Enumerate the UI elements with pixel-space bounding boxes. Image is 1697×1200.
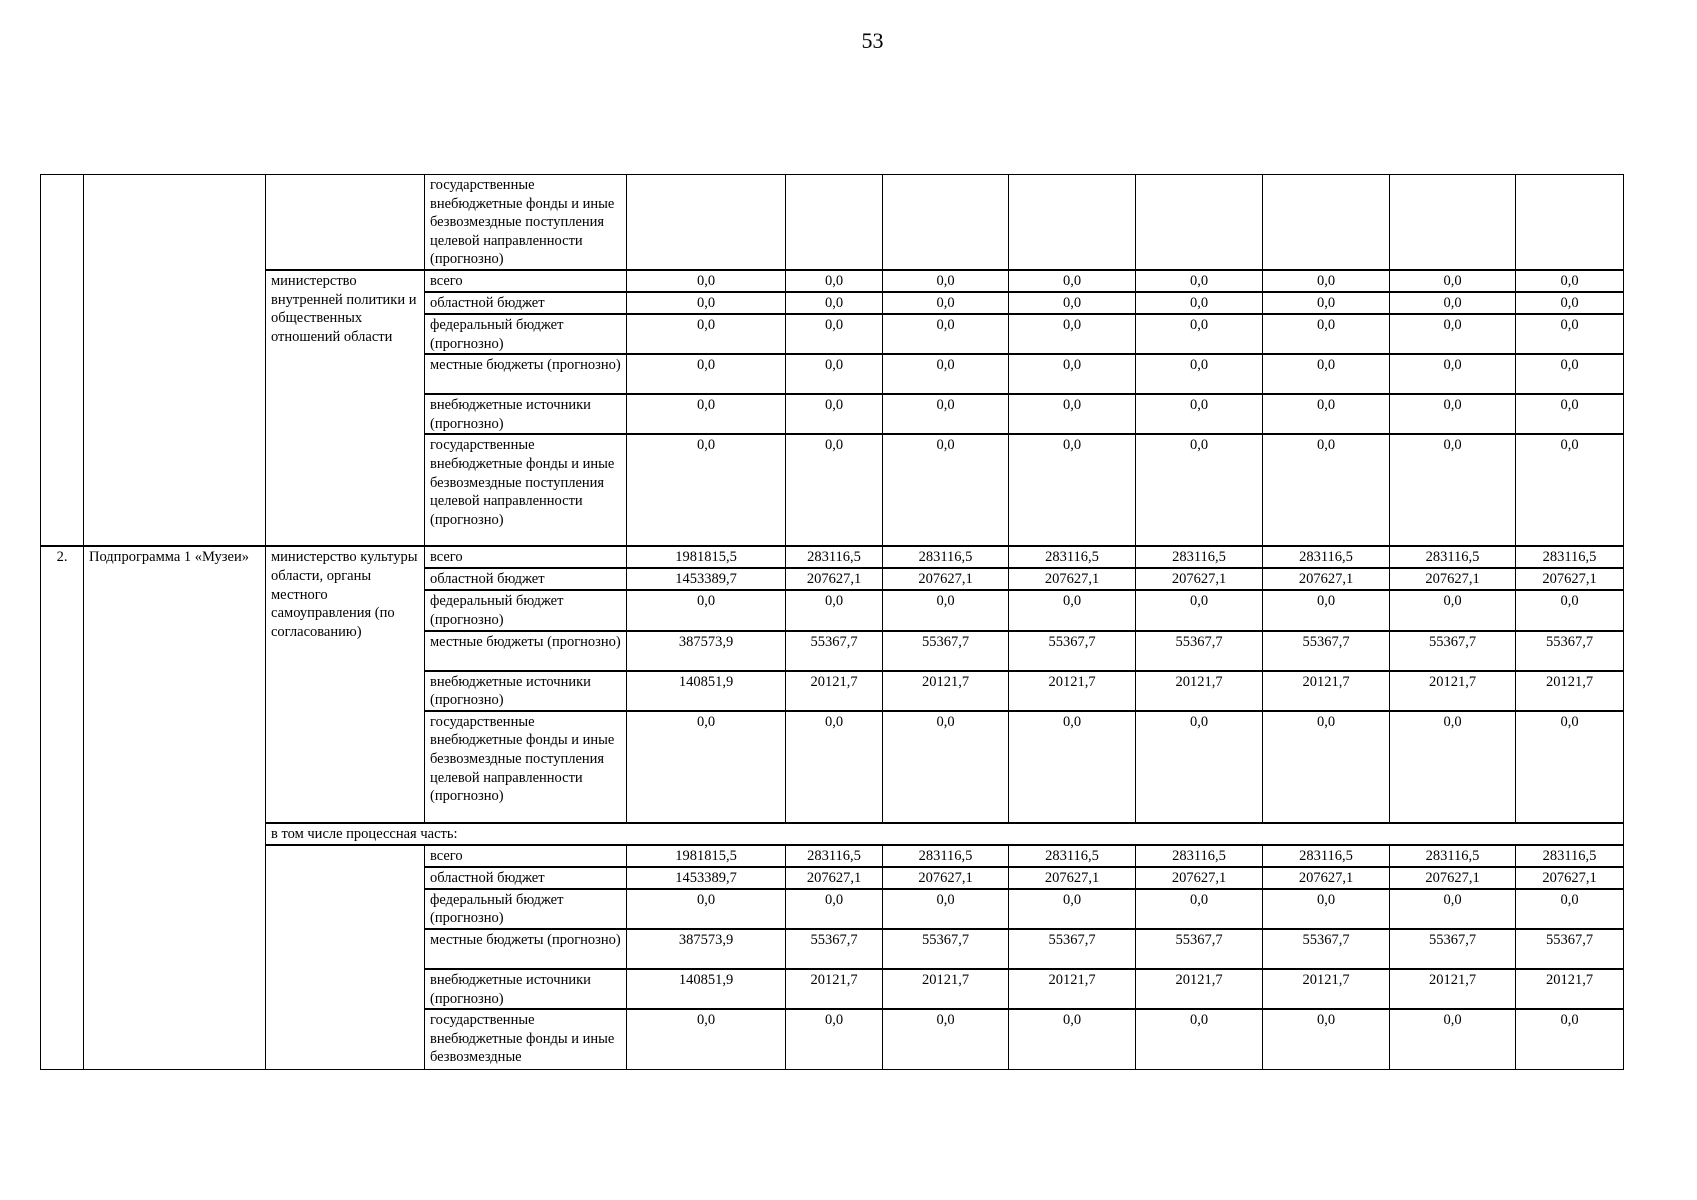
value-cell: 0,0 [627,354,786,394]
value-cell: 0,0 [1516,889,1624,929]
value-cell: 55367,7 [1136,631,1263,671]
value-cell: 0,0 [1136,394,1263,434]
source-label: государственные внебюджетные фонды и иные безвозмездные поступления целевой направленности (прогнозно) [425,711,627,823]
value-cell: 0,0 [1136,711,1263,823]
value-cell: 1453389,7 [627,867,786,889]
value-cell: 0,0 [1009,889,1136,929]
value-cell [1516,175,1624,270]
value-cell: 0,0 [786,711,883,823]
value-cell: 0,0 [1516,394,1624,434]
page-number: 53 [861,28,884,53]
value-cell: 0,0 [627,1009,786,1069]
value-cell: 0,0 [1136,434,1263,546]
value-cell: 207627,1 [883,568,1009,590]
source-label: государственные внебюджетные фонды и иные безвозмездные поступления целевой направленности (прогнозно) [425,434,627,546]
value-cell: 140851,9 [627,671,786,711]
value-cell: 207627,1 [1009,867,1136,889]
value-cell: 0,0 [1009,711,1136,823]
source-label: федеральный бюджет (прогнозно) [425,314,627,354]
value-cell: 20121,7 [1136,671,1263,711]
value-cell: 0,0 [883,1009,1009,1069]
value-cell: 0,0 [1516,711,1624,823]
value-cell [1009,175,1136,270]
value-cell: 0,0 [1136,270,1263,292]
value-cell: 0,0 [1009,590,1136,630]
table-row [41,546,1624,568]
value-cell: 20121,7 [1136,969,1263,1009]
value-cell [883,175,1009,270]
value-cell: 0,0 [786,292,883,314]
source-label: областной бюджет [425,867,627,889]
value-cell: 0,0 [1136,314,1263,354]
value-cell: 0,0 [1263,711,1390,823]
source-label: всего [425,270,627,292]
value-cell: 0,0 [1390,711,1516,823]
source-label: областной бюджет [425,568,627,590]
value-cell: 283116,5 [1136,845,1263,867]
value-cell: 283116,5 [1136,546,1263,568]
value-cell: 1981815,5 [627,546,786,568]
value-cell: 20121,7 [883,671,1009,711]
value-cell: 140851,9 [627,969,786,1009]
value-cell: 0,0 [1516,314,1624,354]
value-cell: 55367,7 [883,631,1009,671]
value-cell: 1453389,7 [627,568,786,590]
value-cell: 0,0 [1516,270,1624,292]
value-cell: 55367,7 [1263,631,1390,671]
value-cell: 0,0 [1263,590,1390,630]
value-cell: 0,0 [1263,270,1390,292]
value-cell: 0,0 [1009,394,1136,434]
value-cell: 0,0 [1263,394,1390,434]
value-cell: 207627,1 [1516,568,1624,590]
value-cell: 0,0 [786,270,883,292]
value-cell: 283116,5 [1516,546,1624,568]
value-cell: 0,0 [1390,270,1516,292]
value-cell: 0,0 [1263,314,1390,354]
value-cell: 0,0 [786,354,883,394]
value-cell: 0,0 [1516,354,1624,394]
value-cell: 283116,5 [883,546,1009,568]
value-cell: 0,0 [627,270,786,292]
value-cell: 0,0 [883,270,1009,292]
value-cell: 0,0 [883,590,1009,630]
executor-cell: министерство внутренней политики и общественных отношений области [266,270,425,546]
source-label: государственные внебюджетные фонды и иные безвозмездные [425,1009,627,1069]
value-cell: 55367,7 [1263,929,1390,969]
value-cell [627,175,786,270]
value-cell: 0,0 [786,590,883,630]
source-label: местные бюджеты (прогнозно) [425,929,627,969]
budget-table [40,174,1624,1070]
value-cell: 0,0 [1390,292,1516,314]
value-cell: 283116,5 [786,845,883,867]
value-cell: 0,0 [1516,292,1624,314]
value-cell: 0,0 [1009,1009,1136,1069]
source-label: внебюджетные источники (прогнозно) [425,394,627,434]
value-cell: 0,0 [627,394,786,434]
value-cell: 55367,7 [883,929,1009,969]
value-cell: 55367,7 [1516,631,1624,671]
value-cell: 0,0 [1390,434,1516,546]
source-label: всего [425,546,627,568]
value-cell: 55367,7 [1390,631,1516,671]
value-cell: 0,0 [627,590,786,630]
value-cell: 0,0 [883,292,1009,314]
value-cell: 0,0 [1136,1009,1263,1069]
value-cell [786,175,883,270]
value-cell: 55367,7 [1516,929,1624,969]
executor-cell [266,845,425,1069]
section-heading-row [41,823,1624,845]
value-cell: 20121,7 [1516,969,1624,1009]
value-cell: 207627,1 [1136,568,1263,590]
row-number-cell: 2. [41,546,84,1069]
value-cell [1263,175,1390,270]
value-cell: 1981815,5 [627,845,786,867]
value-cell: 0,0 [786,434,883,546]
source-label: внебюджетные источники (прогнозно) [425,969,627,1009]
executor-cell: министерство культуры области, органы местного самоуправления (по согласованию) [266,546,425,822]
value-cell: 283116,5 [786,546,883,568]
value-cell: 0,0 [1009,292,1136,314]
table-row [41,270,1624,292]
value-cell: 0,0 [786,394,883,434]
source-label: федеральный бюджет (прогнозно) [425,590,627,630]
table-row [41,175,1624,270]
value-cell: 0,0 [786,1009,883,1069]
row-number-cell [41,175,84,547]
value-cell: 20121,7 [1390,671,1516,711]
value-cell: 0,0 [1136,889,1263,929]
value-cell: 283116,5 [1390,845,1516,867]
value-cell: 0,0 [1516,434,1624,546]
executor-cell [266,175,425,270]
value-cell: 0,0 [1009,270,1136,292]
value-cell: 0,0 [1390,590,1516,630]
value-cell: 207627,1 [786,568,883,590]
value-cell: 55367,7 [1009,631,1136,671]
program-name-cell [84,175,266,547]
value-cell: 0,0 [883,711,1009,823]
value-cell: 283116,5 [1263,845,1390,867]
value-cell: 207627,1 [1263,568,1390,590]
value-cell: 0,0 [1390,394,1516,434]
value-cell: 0,0 [1390,1009,1516,1069]
value-cell: 207627,1 [883,867,1009,889]
value-cell: 0,0 [627,292,786,314]
process-part-heading: в том числе процессная часть: [266,823,1624,845]
value-cell: 20121,7 [1263,969,1390,1009]
value-cell: 283116,5 [883,845,1009,867]
value-cell: 0,0 [1516,1009,1624,1069]
value-cell: 0,0 [627,314,786,354]
value-cell: 0,0 [1263,1009,1390,1069]
value-cell: 207627,1 [1390,568,1516,590]
value-cell: 387573,9 [627,631,786,671]
value-cell: 20121,7 [1516,671,1624,711]
value-cell: 0,0 [883,314,1009,354]
value-cell: 0,0 [627,889,786,929]
table-body [41,175,1624,1070]
source-label: местные бюджеты (прогнозно) [425,631,627,671]
value-cell: 283116,5 [1009,546,1136,568]
value-cell: 55367,7 [1009,929,1136,969]
source-label: внебюджетные источники (прогнозно) [425,671,627,711]
value-cell: 0,0 [1390,314,1516,354]
value-cell: 0,0 [883,394,1009,434]
value-cell: 0,0 [1263,889,1390,929]
source-label: федеральный бюджет (прогнозно) [425,889,627,929]
value-cell: 0,0 [1263,434,1390,546]
source-label: местные бюджеты (прогнозно) [425,354,627,394]
value-cell: 0,0 [1136,590,1263,630]
table-row [41,845,1624,867]
source-label: областной бюджет [425,292,627,314]
value-cell: 20121,7 [786,671,883,711]
value-cell: 0,0 [1136,292,1263,314]
value-cell [1390,175,1516,270]
value-cell: 0,0 [1390,889,1516,929]
value-cell: 20121,7 [883,969,1009,1009]
value-cell: 283116,5 [1009,845,1136,867]
value-cell: 283116,5 [1263,546,1390,568]
value-cell: 0,0 [1516,590,1624,630]
value-cell: 20121,7 [1390,969,1516,1009]
value-cell: 207627,1 [1390,867,1516,889]
program-name-cell: Подпрограмма 1 «Музеи» [84,546,266,1069]
value-cell: 207627,1 [1009,568,1136,590]
value-cell: 0,0 [1263,292,1390,314]
value-cell: 283116,5 [1390,546,1516,568]
value-cell: 0,0 [627,434,786,546]
source-label: государственные внебюджетные фонды и иные безвозмездные поступления целевой направленности (прогнозно) [425,175,627,270]
value-cell: 0,0 [883,434,1009,546]
value-cell: 55367,7 [786,631,883,671]
value-cell: 0,0 [1009,314,1136,354]
value-cell: 55367,7 [1136,929,1263,969]
value-cell [1136,175,1263,270]
value-cell: 0,0 [1390,354,1516,394]
value-cell: 0,0 [1009,434,1136,546]
value-cell: 0,0 [1263,354,1390,394]
value-cell: 55367,7 [786,929,883,969]
value-cell: 20121,7 [1009,969,1136,1009]
value-cell: 0,0 [786,889,883,929]
value-cell: 0,0 [1136,354,1263,394]
value-cell: 0,0 [786,314,883,354]
value-cell: 20121,7 [1009,671,1136,711]
value-cell: 283116,5 [1516,845,1624,867]
value-cell: 0,0 [627,711,786,823]
value-cell: 20121,7 [786,969,883,1009]
value-cell: 387573,9 [627,929,786,969]
value-cell: 0,0 [883,354,1009,394]
value-cell: 55367,7 [1390,929,1516,969]
value-cell: 207627,1 [786,867,883,889]
value-cell: 0,0 [1009,354,1136,394]
value-cell: 207627,1 [1516,867,1624,889]
value-cell: 207627,1 [1136,867,1263,889]
value-cell: 207627,1 [1263,867,1390,889]
source-label: всего [425,845,627,867]
value-cell: 0,0 [883,889,1009,929]
value-cell: 20121,7 [1263,671,1390,711]
